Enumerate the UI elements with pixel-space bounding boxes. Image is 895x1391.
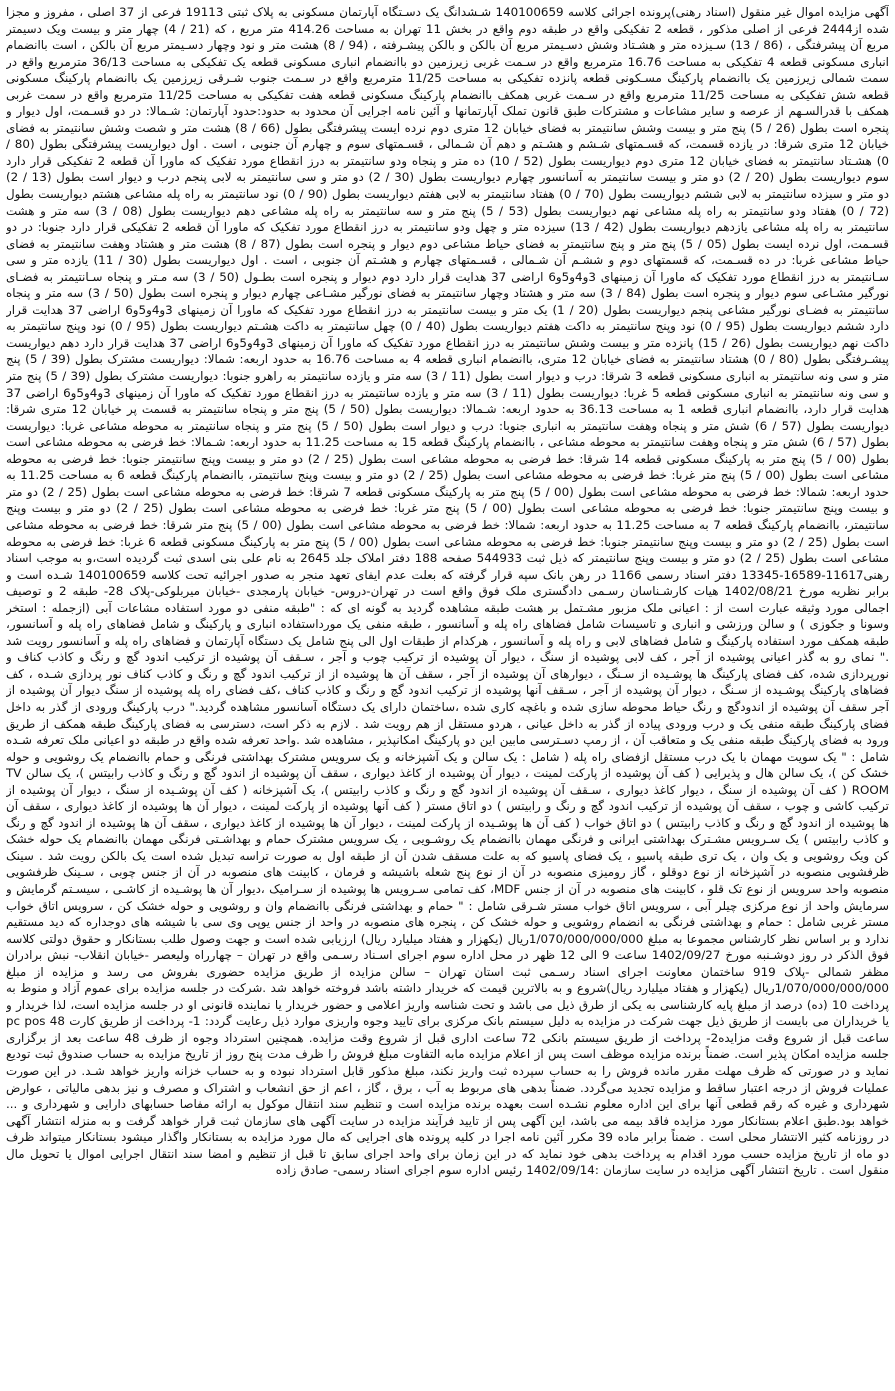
- auction-notice-text: آگهی مزایده اموال غیر منقول (اسناد رهنی)پرونده اجرائی کلاسه 140100659 شـشدانگ یک دسـتگاه آپارتمان مسکونی به پلاک ثبتی 19113 فرعی از 37 اصلی ، مفروز و مجزا شده از2444 فرعی از اصلی مذکور ، قطعه 2 تفکیکی واقع در طبقه دوم واقع در بخش 11 تهران به مساحت 414.26 متر مربع ، که (21 / 4) چهار متر و بیست ویک دسیمتر مربع آن پیشرفتگی ، (86 / 13) سـیزده متر و هشـتاد وشش دسـیمتر مربع آن بالکن و بالکن پیشـرفته ، (94 / 8) هشت متر و نود وچهار دسـیمتر مربع آن بالکن ، است باانضمام انباری مسکونی قطعه 4 تفکیکی به مساحت 16.76 مترمربع واقع در سـمت غربی زیرزمین دو باانضمام انباری مسکونی قطعه یک تفکیکی به مساحت 36/13 مترمربع واقع در سمت شمالی زیرزمین یک باانضمام پارکینگ مسـکونی قطعه پانزده تفکیکی به مساحت 11/25 مترمربع واقع در سـمت جنوب شـرقی زیرزمین یک باانضمام پارکینگ مسکونی قطعه شش تفکیکی به مساحت 11/25 مترمربع واقع در سـمت غربی همکف باانضمام پارکینگ مسکونی قطعه هفت تفکیکی به مساحت 11/25 مترمربع واقع در سمت غربی همکف با قدرالسـهم از عرصه و سایر مشاعات و مشترکات طبق قانون تملک آپارتمانها و آئین نامه اجرایی آن محدود به حدود:حدود آپارتمان: شـمالا: در دو قسـمت، اول دیوار و پنجره است بطول (26 / 5) پنج متر و بیست وشش سانتیمتر به فضای خیابان 12 متری دوم نرده ایست پیشرفتگی بطول (66 / 8) هشت متر و شصت وشش سانتیمتر به فضای خیابان 12 متری شرقا: در یازده قسمت، که قسـمتهای شـشم و هشـتم و دهم آن شـمالی ، قسـمتهای سوم و چهارم آن جنوبی ، است . اول دیواریست پیشرفتگی بطول (80 / 0) هشـتاد سانتیمتر به فضای خیابان 12 متری دوم دیواریست بطول (52 / 10) ده متر و پنجاه ودو سانتیمتر به درز انقطاع مورد تفکیک که ماورا آن قطعه 2 تفکیکی قرار دارد سوم دیواریست بطول (20 / 2) دو متر و بیست سانتیمتر به آسانسور چهارم دیواریست بطول (30 / 2) دو متر و سی سانتیمتر به لابی پنجم درب و دیوار است بطول (13 / 2) دو متر و سیزده سانتیمتر به لابی ششم دیواریست بطول (70 / 0) هفتاد سانتیمتر به لابی هفتم دیواریست بطول (90 / 0) نود سانتیمتر به راه پله مشاعی هشتم دیواریست بطول (72 / 0) هفتاد ودو سانتیمتر به راه پله مشاعی نهم دیواریست بطول (53 / 5) پنج متر و سه سانتیمتر به راه پله مشاعی دهم دیواریست بطول (08 / 3) سه متر و هشت سانتیمتر به راه پله مشاعی یازدهم دیواریست بطول (42 / 13) سیزده متر و چهل ودو سانتیمتر به درز انقطاع مورد تفکیک که ماورا آن قطعه 2 تفکیکی قرار دارد جنوبا: در دو قسـمت، اول نرده ایست بطول (05 / 5) پنج متر و پنج سانتیمتر به فضای حیاط مشاعی دوم دیوار و پنجره است بطول (87 / 8) هشت متر و هشتاد وهفت سانتیمتر به فضای حیاط مشاعی غربا: در ده قسـمت، که قسمتهای دوم و ششـم آن شـمالی ، قسـمتهای چهارم و هشـتم آن جنوبی ، است . اول دیواریست بطول (30 / 11) یازده متر و سی سـانتیمتر به درز انقطاع مورد تفکیک که ماورا آن زمینهای 3و4و5و6 اراضی 37 هدایت قرار دارد دوم دیوار و پنجره است بطـول (50 / 3) سه مـتر و پنجاه سـانتیمتر به فضـای نورگیر مشـاعی سوم دیوار و پنجره است بطول (84 / 3) سه متر و هشتاد وچهار سانتیمتر به فضای نورگیر مشـاعی چهارم دیوار و پنجره است بطول (50 / 3) سه متر و پنجاه سانتیمتر به فضـای نورگیر مشاعی پنجم دیواریست بطول (20 / 1) یک متر و بیست سانتیمتر به درز انقطاع مورد تفکیک که ماورا آن زمینهای 3و4و5و6 اراضی 37 هدایت قرار دارد ششم دیواریست بطول (95 / 0) نود وپنج سانتیمتر به داکت هفتم دیواریست بطول (40 / 0) چهل سانتیمتر به داکت هشـتم دیواریست بطول (95 / 0) نود وپنج سانتیمتر به داکت نهم دیواریست بطول (26 / 15) پانزده متر و بیست وشش سانتیمتر به درز انقطاع مورد تفکیک که ماورا آن زمینهای 3و4و5و6 اراضی 37 هدایت قرار دارد دهم دیواریست پیشـرفتگی بطول (80 / 0) هشتاد سانتیمتر به فضای خیابان 12 متری، باانضمام انباری قطعه 4 به مساحت 16.76 به حدود اربعه: شمالا: دیواریست مشترک بطول (39 / 5) پنج متر و سی ونه سانتیمتر به انباری مسکونی قطعه 3 شرقا: درب و دیوار است بطول (11 / 3) سه متر و یازده سانتیمتر به راهرو جنوبا: دیواریست مشترک بطول (39 / 5) پنج متر و سی ونه سانتیمتر به انباری مسکونی قطعه 5 غربا: دیواریست بطول (11 / 3) سه متر و یازده سانتیمتر به درز انقطاع مورد تفکیک که ماورا آن زمینهای 3و4و5و6 اراضی 37 هدایت قرار دارد، باانضمام انباری قطعه 1 به مساحت 36.13 به حدود اربعه: شـمالا: دیواریست بطول (50 / 5) پنج متر و پنجاه سانتیمتر به قسمت پر خیابان 12 متری شرقا: دیواریست بطول (57 / 6) شش متر و پنجاه وهفت سانتیمتر به انباری جنوبا: درب و دیوار است بطول (50 / 5) پنج متر و پنجاه سانتیمتر به محوطه مشاعی غربا: دیواریست بطول (57 / 6) شش متر و پنجاه وهفت سانتیمتر به محوطه مشاعی ، باانضمام پارکینگ قطعه 15 به مساحت 11.25 به حدود اربعه: شـمالا: خط فرضی به محوطه مشاعی است بطول (00 / 5) پنج متر به پارکینگ مسکونی قطعه 14 شرقا: خط فرضی به محوطه مشاعی است بطول (25 / 2) دو متر و بیست وپنج سانتیمتر جنوبا: خط فرضی به محوطه مشاعی است بطول (00 / 5) پنج متر غربا: خط فرضی به محوطه مشاعی است بطول (25 / 2) دو متر و بیست وپنج سانتیمتر، باانضمام پارکینگ قطعه 6 به مساحت 11.25 به حدود اربعه: شمالا: خط فرضی به محوطه مشاعی است بطول (00 / 5) پنج متر به پارکینگ مسکونی قطعه 7 شرقا: خط فرضی به محوطه مشاعی است بطول (25 / 2) دو متر و بیست وپنج سانتیمتر جنوبا: خط فرضی به محوطه مشاعی است بطول (00 / 5) پنج متر غربا: خط فرضی به محوطه مشاعی است بطول (25 / 2) دو متر و بیست وپنج سانتیمتر، باانضمام پارکینگ قطعه 7 به مساحت 11.25 به حدود اربعه: شمالا: خط فرضی به محوطه مشاعی است بطول (00 / 5) پنج متر شرقا: خط فرضی به محوطه مشاعی است بطول (25 / 2) دو متر و بیست وپنج سانتیمتر جنوبا: خط فرضی به محوطه مشاعی است بطول (00 / 5) پنج متر به پارکینگ مسکونی قطعه 6 غربا: خط فرضی به محوطه مشاعی است بطول (25 / 2) دو متر و بیست وپنج سانتیمتر که ذیل ثبت 544933 صفحه 188 دفتر املاک جلد 2645 به نام علی بنی اسدی ثبت گردیده است،و به موجب اسناد رهنی11617-16589-13345 دفتر اسناد رسمی 1166 در رهن بانک سپه قرار گرفته که بعلت عدم ایفای تعهد منجر به صدور اجرائیه تحت کلاسه 140100659 شـده است و برابر نظریه مورخ 1402/08/21 هیات کارشـناسان رسـمی دادگستری ملک فوق واقع است در تهران-دروس- خیابان پارمجدی -خیابان میربلوکی-پلاک 28- طبقه 2 و توصیف اجمالی مورد وثیقه عبارت است از : اعیانی ملک مزبور مشـتمل بر هشت طبقه مشاهده گردید به گونه ای که : "طبقه منفی دو مورد استفاده مشاعات آبی (ازجمله : استخر وسونا و جکوزی ) و سالن ورزشی و انباری و تاسیسات شامل فضاهای راه پله و آسانسور ، طبقه منفی یک مورداستفاده انباری و پارکینگ و شامل فضاهای راه پله و آسانسور، طبقه همکف مورد استفاده پارکینگ و شامل فضاهای لابی و راه پله و آسانسور ، هرکدام از طبقات اول الی پنج شامل یک دستگاه آپارتمان و فضاهای راه پله و آسانسور رویت شد ." نمای رو به گذر اعیانی پوشیده از آجر ، کف لابی پوشیده از سنگ ، دیوار آن پوشیده از ترکیب چوب و آجر ، سـقف آن پوشیده از ترکیب اندود گچ و رنگ و کاذب کناف و نورپردازی شده، کف فضای پارکینگ ها پوشـیده از سـنگ ، دیوارهای آن پوشیده از آجر ، سقف آن ها پوشیده از از ترکیب اندود گچ و رنگ و کاذب کناف نور پردازی شـده ، کف فضاهای پارکینگ پوشـیده از سـنگ ، دیوار آن پوشیده از آجر ، سـقف آنها پوشیده از ترکیب اندود گچ و رنگ و کاذب کناف ،کف فضای راه پله پوشیده از سنگ دیوار آن پوشیده از آجر سقف آن پوشیده از اندودگچ و رنگ حیاط محوطه سازی شده و باغچه کاری شده ،ساختمان دارای یک دستگاه آسانسور مشاهده گردید." درب پارکینگ ورودی از گذر به داخل فضای پارکینگ طبقه منفی یک و درب ورودی پیاده از گذر به داخل عیانی ، هردو مستقل از هم رویت شد . لازم به ذکر است، دسترسی به فضای پارکینگ طبقه همکف از طریق ورود به فضای پارکینگ طبقه منفی یک و متعاقب آن ، از رمپ دسـترسی مابین این دو پارکینگ امکانپذیر ، مشاهده شد .واحد تعرفه شده واقع در طبقه دو اعیانی ملک تعرفه شـده شامل : " یک سویت مهمان با یک درب مستقل ازفضای راه پله ( شامل : یک سالن و یک آشپزخانه و یک سرویس مشترک بهداشتی فرنگی و حمام باانضمام یک روشویی و حوله خشک کن )، یک سالن هال و پذیرایی ( کف آن پوشیده از پارکت لمینت ، دیوار آن پوشیده از کاغذ دیواری ، سقف آن پوشیده از اندود گچ و رنگ و کاذب رابیتس )، یک سالن TV ROOM ( کف آن پوشیده از سنگ ، دیوار کاغذ دیواری ، سـقف آن پوشیده از اندود گچ و رنگ و کاذب رابیتس )، یک آشپزخانه ( کف آن پوشـیده از سنگ ، دیوار آن پوشیده از ترکیب کاشی و چوب ، سقف آن پوشیده از ترکیب اندود گچ و رنگ و رابیتس ) دو اتاق مستر ( کف آنها پوشیده از پارکت لمینت ، دیوار آن ها پوشیده از کاغذ دیواری ، سقف آن ها پوشیده از اندود گچ و رنگ و کاذب رابیتس ) دو اتاق خواب ( کف آن ها پوشـیده از پارکت لمینت ، دیوار آن ها پوشیده از کاغذ دیواری ، سقف آن ها پوشیده از اندود گچ و رنگ و کاذب رابیتس ) یک سـرویس مشـترک بهداشتی ایرانی و فرنگی مهمان باانضمام یک روشـویی ، یک سرویس مشترک حمام و بهداشـتی فرنگی مهمان باانضمام یک حوله خشک کن ویک روشویی و یک وان ، یک تری طبقه پاسیو ، یک فضای پاسیو که به علت مسقف شدن آن از طبقه اول به صورت تراسه تبدیل شده است یک بالکن رویت شد . سینک ظرفشویی منصوبه در آشپزخانه از نوع دوقلو ، گاز رومیزی منصوبه در آن از نوع پنج شعله باشیشه و فرمان ، کابینت های منصوبه در آن از جنس چوبی ، سـینک ظرفشویی منصوبه واحد سرویس از نوع تک قلو ، کابینت های منصوبه در آن از جنس MDF، کف تمامی سـرویس ها پوشیده از سـرامیک ،دیوار آن ها پوشـیده از کاشـی ، سیسـتم گرمایش و سرمایش واحد از نوع مرکزی چیلر آبی ، سرویس اتاق خواب مستر شـرقی شامل : " حمام و بهداشتی فرنگی باانضمام وان و روشویی و حوله خشک کن ، سرویس اتاق خواب مستر غربی شامل : حمام و بهداشتی فرنگی به انضمام روشویی و حوله خشک کن ، پنجره های منصوبه در واحد از جنس یوپی وی سی با شیشه های دوجداره که دید مستقیم ندارد و بر اساس نظر کارشناس مجموعا به مبلغ 1/070/000/000/000ریال (یکهزار و هفتاد میلیارد ریال) ارزیابی شده است و جهت وصول طلب بستانکار و حقوق دولتی کلاسه فوق الذکر در روز دوشـنبه مورخ 1402/09/27 ساعت 9 الی 12 ظهر در محل اداره سوم اجرای اسـناد رسـمی واقع در تهران – چهارراه ولیعصر -خیابان انقلاب- نبش برادران مظفر شمالی -پلاک 919 ساختمان معاونت اجرای اسناد رسـمی ثبت استان تهران – سالن مزایده از طریق مزایده حضوری بفروش می رسد و مزایده از مبلغ 1/070/000/000/000ریال (یکهزار و هفتاد میلیارد ریال)شروع و به بالاترین قیمت که خریدار داشته باشد فروخته خواهد شد .شرکت در جلسه مزایده برای عموم آزاد و منوط به پرداخت 10 (ده) درصد از مبلغ پایه کارشناسی به یکی از طرق ذیل می باشد و تحت شناسه واریز اعلامی و حضور خریدار یا نماینده قانونی او در جلسه مزایده است، لذا خریدار و یا خریداران می بایست از طریق ذیل جهت شرکت در مزایده به دلیل سیستم بانک مرکزی برای تایید وجوه واریزی موارد ذیل رعایت گردد: 1- پرداخت از طریق کارت 48 pc pos ساعت قبل از شروع وقت مزایده2- پرداخت از طریق سیستم بانکی 72 ساعت اداری قبل از شروع وقت مزایده. همچنین استرداد وجوه از ظرف 48 ساعت بعد از برگزاری جلسه مزایده امکان پذیر است. ضمناً برنده مزایده موظف است پس از اعلام مزایده مابه التفاوت مبلغ فروش را ظرف مدت پنج روز از تاریخ مزایده به حساب صندوق ثبت تودیع نماید و در صورتی که ظرف مهلت مقرر مانده فروش را به حساب سپرده ثبت واریز نکند، مبلغ مذکور قابل استرداد نبوده و به حساب خزانه واریز خواهد شـد. در این صورت عملیات فروش از درجه اعتبار ساقط و مزایده تجدید می‌گردد. ضمناً بدهی های مربوط به آب ، برق ، گاز ، اعم از حق انشعاب و اشتراک و مصرف و نیز بدهی مالیاتی ، عوارض شهرداری و غیره که رقم قطعی آنها برای این اداره معلوم نشـده است بعهده برنده مزایده است و تنظیم سند انتقال موکول به ارائه مفاصا حسابهای دارایی و شهرداری و ... خواهد بود.طبق اعلام بستانکار مورد مزایده فاقد بیمه می باشد، این آگهی پس از تایید فرآیند مزایده در سایت آگهی های سازمان ثبت قرار خواهد گرفت و به منزله انتشار آگهی در روزنامه کثیر الانتشار محلی است . ضمناً برابر ماده 39 مکرر آئین نامه اجرا در کلیه پرونده های اجرایی که مال مورد مزایده به بستانکار واگذار میشود بستانکار میتواند ظرف دو ماه از تاریخ مزایده حسب مورد اقدام به پرداخت بدهی خود نماید که در این زمان برای واحد اجرای سابق تا قبل از تنظیم و امضا سند انتقال اجرایی اموال یا تحویل مال منقول است . تاریخ انتشار آگهی مزایده در سایت سازمان :1402/09/14 رئیس اداره سوم اجرای اسناد رسمی- صادق زاده: [6, 5, 889, 1178]
- auction-notice-document: [6, 4, 889, 1387]
